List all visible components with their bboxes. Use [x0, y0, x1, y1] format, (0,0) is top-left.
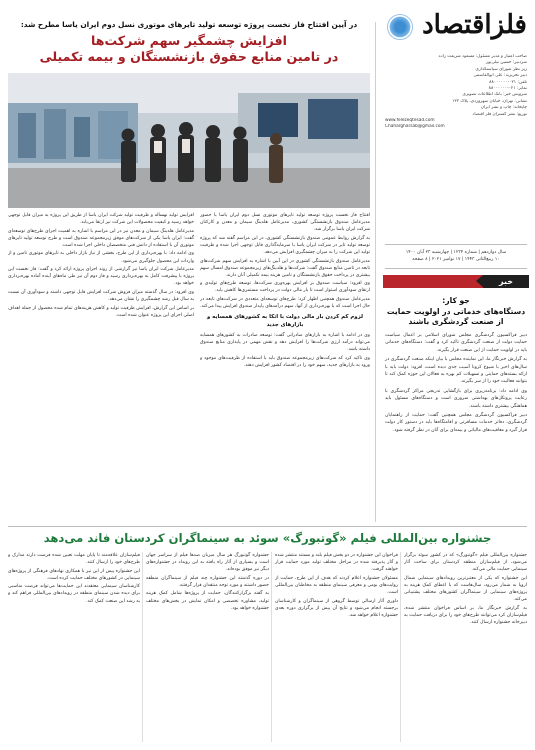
main-article-headline [8, 33, 370, 65]
section-divider [8, 526, 527, 527]
info-line: دبیر تحریریه: علی ابوالقاسمی [473, 73, 527, 79]
paragraph: مسئولان جشنواره اعلام کردند که هدف از این طرح، حمایت از روایت‌های بومی و معرفی سینمای منطقه به مخاطبان بین‌المللی است. [275, 575, 398, 595]
divider [385, 268, 527, 269]
festival-column [404, 552, 527, 742]
info-line: صاحب امتیاز و مدیر مسئول: مسعود شریعت زاده [438, 54, 527, 59]
paragraph: این جشنواره که یکی از معتبرترین رویدادهای سینمایی شمال اروپا به شمار می‌رود، سال‌هاست که با اعطای کمک هزینه به پروژه‌های سینمایی از سینماگران کشورهای مختلف پشتیبانی می‌کند. [404, 575, 527, 603]
paragraph: مدیرعامل شرکت ایران یاسا نیز گزارشی از روند اجرای پروژه ارائه کرد و گفت: فاز نخست این پروژه با پیشرفت کامل به بهره‌برداری رسید و فاز دوم آن نیز طی ماه‌های آینده آماده بهره‌برداری خواهد بود. [8, 267, 194, 287]
info-line: سردبیر: حسین نیلی‌پور [486, 60, 527, 66]
email-link[interactable]: Chahargharsab@gmail.com [385, 124, 445, 130]
paragraph: دبیر فراکسیون گردشگری مجلس شورای اسلامی بر اعمال سیاست حمایت دولت از صنعت گردشگری تاکید کرد و گفت: دستگاه‌های خدماتی باید در اولویت حمایت از این صنعت قرار بگیرند. [385, 333, 527, 353]
info-line: سرویس خبر: بانک اطلاعات تصویری [462, 92, 527, 98]
paragraph: به گزارش خبرنگار ما، این نماینده مجلس با بیان اینکه صنعت گردشگری در سال‌های اخیر با شیوع کرونا آسیب جدی دیده است، افزود: دولت باید با ارائه بسته‌های حمایتی و تسهیلات کم بهره به فعالان این حوزه کمک کند تا بتوانند فعالیت خود را از سر بگیرند. [385, 357, 527, 385]
main-article-column-right [200, 212, 370, 522]
paragraph: وی افزود: در سال گذشته میزان فروش شرکت افزایش قابل توجهی داشته و سودآوری آن نسبت به سال قبل رشد چشمگیری را نشان می‌دهد. [8, 289, 194, 303]
festival-column [8, 552, 140, 742]
paragraph: افتتاح فاز نخست پروژه توسعه تولید تایرهای موتوری نسل دوم ایران یاسا با حضور مدیرعامل صندوق بازنشستگی کشوری، مدیرعامل هلدینگ سیمان و معدن و کارکنان شرکت ایران یاسا برگزار شد. [200, 213, 370, 233]
paragraph: وی ادامه داد: با بهره‌برداری از این طرح، بخشی از نیاز بازار داخلی به تایرهای موتوری تامین و از واردات این محصول جلوگیری می‌شود. [8, 251, 194, 264]
paragraph: به گفته برگزارکنندگان، حمایت از پروژه‌ها شامل کمک هزینه تولید، مشاوره تخصصی و امکان نمایش در بخش‌های مختلف جشنواره خواهد بود. [146, 591, 269, 611]
column-divider [375, 22, 376, 522]
website-link[interactable]: www.felezeqtesad.com [385, 118, 435, 124]
paragraph: این جشنواره پیش از این نیز با همکاری نهادهای فرهنگی از پروژه‌های سینمایی در کشورهای مختلف حمایت کرده است. [8, 568, 140, 581]
dateline [385, 250, 527, 263]
paragraph: بر اساس این گزارش، افزایش ظرفیت تولید و کاهش هزینه‌های تمام شده محصول از جمله اهداف اصلی اجرای این پروژه عنوان شده است. [8, 305, 194, 318]
info-line: زیر نظر شورای سیاستگذاری [475, 66, 527, 72]
paragraph: جشنواره گوتبورگ هر سال میزبان صدها فیلم از سراسر جهان است و بسیاری از آثار راه یافته به این رویداد در جشنواره‌های دیگر نیز موفق بوده‌اند. [146, 553, 269, 573]
factory-visit-photo [8, 73, 370, 208]
paragraph: وی افزود: سیاست صندوق بر افزایش بهره‌وری شرکت‌ها، توسعه طرح‌های تولیدی و ارتقای سودآوری استوار است تا بار مالی دولت در پرداخت مستمری‌ها کاهش یابد. [200, 281, 370, 294]
paragraph: وی تاکید کرد که شرکت‌های زیرمجموعه صندوق باید با استفاده از ظرفیت‌های موجود و ورود به بازارهای جدید، سهم خود را در اقتصاد کشور افزایش دهند. [200, 356, 370, 369]
news-section-label: خبر [483, 275, 529, 288]
festival-column [275, 552, 398, 742]
info-line: نمابر: ۰۲۱-۸۸۰۰۰۰۰۰ [488, 86, 527, 92]
info-line: نشانی: تهران، خیابان سهروردی، پلاک ۱۳۲ [452, 98, 527, 104]
side-article-headline [385, 296, 527, 328]
dateline-line: سال دوازدهم | شماره ۱۲۳۴ | چهارشنبه ۲۳ آبان ۱۴۰۰ [405, 250, 507, 255]
dateline-line: ۱۰ ربیع‌الثانی ۱۴۴۳ | ۱۷ نوامبر ۲۰۲۱ | ۸ صفحه [412, 256, 500, 262]
paragraph: مدیرعامل صندوق همچنین اظهار کرد: طرح‌های توسعه‌ای متعددی در شرکت‌های تابعه در حال اجرا است که با بهره‌برداری از آنها، سهم درآمدهای پایدار صندوق افزایش پیدا می‌کند. [200, 297, 370, 310]
main-article-column-left [8, 212, 194, 522]
newspaper-logo: فلزاقتصاد [422, 10, 527, 40]
paragraph: در دوره گذشته این جشنواره چند فیلم از سینماگران منطقه حضور داشتند و مورد توجه منتقدان قرار گرفتند. [146, 575, 269, 588]
side-article-body [385, 332, 527, 436]
paragraph: وی در ادامه با اشاره به بازارهای صادراتی گفت: توسعه صادرات به کشورهای همسایه می‌تواند درآمد ارزی شرکت‌ها را افزایش دهد و نقش مهمی در پایداری منابع صندوق داشته باشد. [200, 333, 370, 353]
paragraph: دبیر فراکسیون گردشگری مجلس همچنین گفت: حمایت از راهنمایان گردشگری، دفاتر خدمات مسافرتی و اقامتگاه‌ها باید در دستور کار دولت قرار گیرد و معافیت‌های مالیاتی و بیمه‌ای برای آنان در نظر گرفته شود. [385, 413, 527, 433]
article-photo [8, 73, 370, 208]
column-divider [142, 552, 143, 742]
info-line: چاپخانه: چاپ و نشر ایران [480, 105, 527, 111]
side-article-title: دستگاه‌های خدماتی در اولویت حمایت از صنعت گردشگری باشند [386, 306, 526, 326]
paragraph: مدیرعامل هلدینگ سیمان و معدن نیز در این مراسم با اشاره به اهمیت اجرای طرح‌های توسعه‌ای گفت: ایران یاسا یکی از شرکت‌های موفق زیرمجموعه صندوق است و طرح توسعه تولید تایرهای موتوری آن با استفاده از دانش فنی متخصصان داخلی اجرا شده است. [8, 228, 194, 248]
paragraph: فراخوان این جشنواره در دو بخش فیلم بلند و مستند منتشر شده و آثار پذیرفته شده در مراحل مختلف تولید مورد حمایت قرار خواهند گرفت. [275, 553, 398, 573]
logo-emblem-icon [387, 14, 413, 40]
headline-line: افزایش چشمگیر سهم شرکت‌ها [91, 33, 287, 48]
paragraph: به گزارش خبرنگار ما، بر اساس فراخوان منتشر شده، فیلم‌سازان کرد می‌توانند طرح‌های خود را برای دریافت حمایت به دبیرخانه جشنواره ارسال کنند. [404, 605, 527, 625]
news-section-bar [383, 275, 529, 288]
paragraph: جشنواره بین‌المللی فیلم «گوتبورگ» که در کشور سوئد برگزار می‌شود، از فیلم‌سازان منطقه کردستان برای ساخت آثار سینمایی حمایت مالی می‌کند. [404, 553, 527, 573]
article-subhead: لزوم کم کردن بار مالی دولت با اتکا به کشورهای همسایه و بازارهای جدید [206, 314, 364, 329]
paragraph: به گزارش روابط عمومی صندوق بازنشستگی کشوری، در این مراسم گفته شد که پروژه توسعه تولید تایر در شرکت ایران یاسا با سرمایه‌گذاری قابل توجهی اجرا شده و ظرفیت تولید این شرکت را به میزان چشمگیری افزایش می‌دهد. [200, 235, 370, 255]
column-divider [271, 552, 272, 742]
festival-headline: جشنواره بین‌المللی فیلم «گوتبورگ» سوئد به سینماگران کردستان فاند می‌دهد [43, 531, 492, 545]
paragraph: کارشناسان سینمایی معتقدند این حمایت‌ها می‌تواند فرصت مناسبی برای دیده شدن سینمای منطقه در رویدادهای بین‌المللی فراهم کند و به رشد این صنعت کمک کند. [8, 584, 140, 604]
side-article-kicker: جو کار: [442, 296, 470, 305]
paragraph: فیلم‌سازان علاقه‌مند تا پایان مهلت تعیین شده فرصت دارند مدارک و طرح‌های خود را ارسال کنند. [8, 553, 140, 566]
masthead [387, 8, 527, 50]
paragraph: مدیرعامل صندوق بازنشستگی کشوری در این آیین با اشاره به افزایش سهم شرکت‌های تابعه در تامین منابع صندوق گفت: شرکت‌ها و هلدینگ‌های زیرمجموعه صندوق امسال سهم بیشتری در پرداخت حقوق بازنشستگان و تامین هزینه بیمه تکمیلی آنان دارند. [200, 258, 370, 278]
info-line: توزیع: نشر گستران فلز اقتصاد [472, 111, 527, 117]
chevron-left-icon [476, 275, 483, 287]
headline-line: در تامین منابع حقوق بازنشستگان و بیمه تکمیلی [39, 49, 339, 64]
info-line: تلفن: ۰۲۱-۸۸۰۰۰۰۰۰ [489, 79, 527, 85]
paragraph: داوری آثار ارسالی توسط گروهی از سینماگران و کارشناسان برجسته انجام می‌شود و نتایج آن پیش از برگزاری دوره بعدی جشنواره اعلام خواهد شد. [275, 598, 398, 618]
festival-column [146, 552, 269, 742]
paragraph: وی ادامه داد: برنامه‌ریزی برای بازگشایی تدریجی مراکز گردشگری با رعایت پروتکل‌های بهداشتی ضروری است و دستگاه‌های مسئول باید هماهنگی بیشتری داشته باشند. [385, 388, 527, 409]
divider [385, 244, 527, 245]
main-article-kicker: در آیین افتتاح فاز نخست پروژه توسعه تولید تایرهای موتوری نسل دوم ایران یاسا مطرح شد: [20, 20, 358, 29]
column-divider [400, 552, 401, 742]
paragraph: افزایش تولید نهساله و ظرفیت تولید شرکت ایران یاسا از طریق این پروژه به میزان قابل توجهی خواهد رسید و کیفیت محصولات این شرکت نیز ارتقا می‌یابد. [8, 213, 194, 226]
publisher-info [385, 54, 527, 131]
